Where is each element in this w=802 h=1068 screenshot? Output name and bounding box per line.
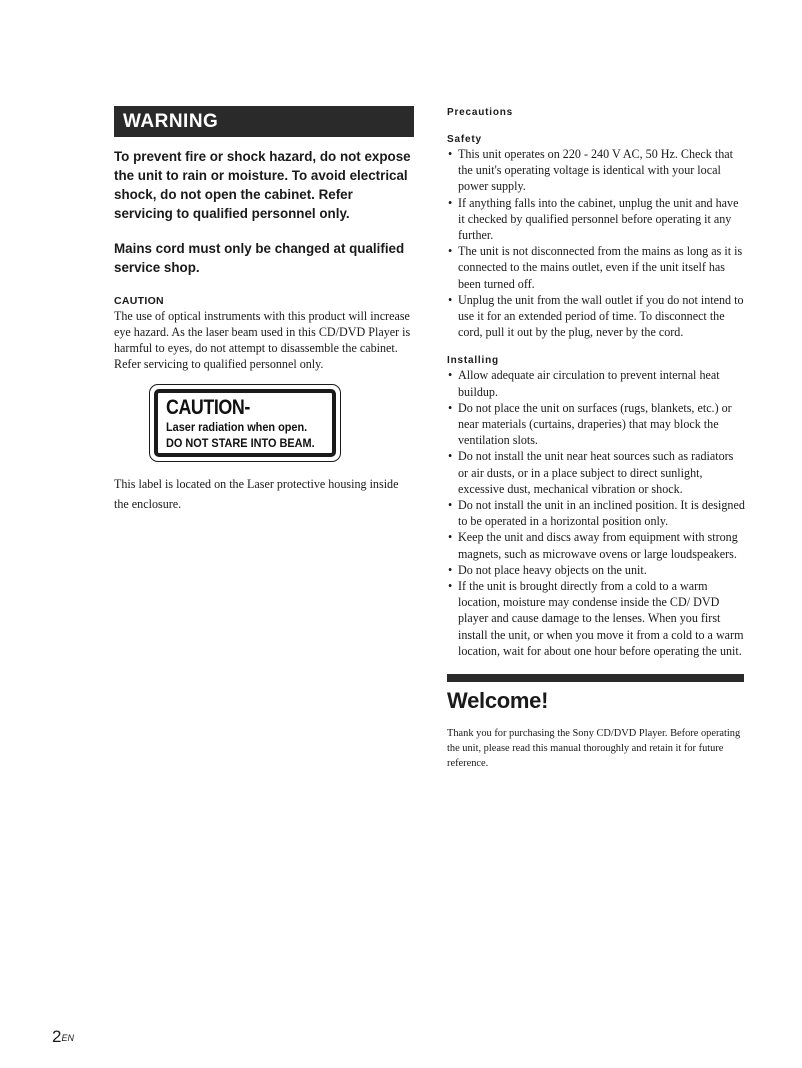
caution-label-line2: DO NOT STARE INTO BEAM. xyxy=(166,436,315,450)
installing-heading: Installing xyxy=(447,355,499,367)
safety-list xyxy=(447,146,745,340)
warning-text: To prevent fire or shock hazard, do not expose the unit to rain or moisture. To avoid electrical shock, do not open the cabinet. Refer servicing to qualified personnel only. xyxy=(114,149,411,221)
page-number xyxy=(52,1027,74,1047)
caution-label-line1: Laser radiation when open. xyxy=(166,420,308,434)
precautions-heading: Precautions xyxy=(447,107,514,118)
page-number-value: 2 xyxy=(52,1027,62,1046)
label-location-note: This label is located on the Laser protective housing inside the enclosure. xyxy=(114,477,399,511)
list-item: • Do not place heavy objects on the unit. xyxy=(447,562,745,578)
list-item: • Do not install the unit in an inclined position. It is designed to be operated in a horizontal position only. xyxy=(447,497,745,529)
caution-heading: CAUTION xyxy=(114,295,164,307)
list-item: • Keep the unit and discs away from equipment with strong magnets, such as microwave ovens or large loudspeakers. xyxy=(447,529,745,561)
right-column xyxy=(447,106,745,771)
welcome-divider xyxy=(447,674,744,682)
caution-text: The use of optical instruments with this product will increase eye hazard. As the laser beam used in this CD/DVD Player is harmful to eyes, do not attempt to disassemble the cabinet. xyxy=(114,309,411,355)
laser-caution-label xyxy=(149,384,341,462)
caution-text-refer: Refer servicing to qualified personnel only. xyxy=(114,357,324,371)
list-item: • This unit operates on 220 - 240 V AC, 50 Hz. Check that the unit's operating voltage is identical with your local power supply. xyxy=(447,146,745,195)
list-item: • If anything falls into the cabinet, unplug the unit and have it checked by qualified personnel before operating it any further. xyxy=(447,195,745,244)
laser-caution-label-inner xyxy=(154,389,336,457)
installing-list xyxy=(447,367,745,659)
welcome-text: Thank you for purchasing the Sony CD/DVD Player. Before operating the unit, please read this manual thoroughly and retain it for future reference. xyxy=(447,728,741,770)
caution-label-title: CAUTION- xyxy=(166,396,250,419)
safety-heading: Safety xyxy=(447,134,482,145)
welcome-title: Welcome! xyxy=(447,688,549,714)
list-item: • Do not place the unit on surfaces (rugs, blankets, etc.) or near materials (curtains, draperies) that may block the ventilation slots. xyxy=(447,400,745,449)
left-column xyxy=(114,106,414,514)
list-item: • If the unit is brought directly from a cold to a warm location, moisture may condense inside the CD/ DVD player and cause damage to the lenses. When you first install the unit, or when you move it from a cold to a warm location, wait for about one hour before operating the unit. xyxy=(447,578,745,659)
list-item: • The unit is not disconnected from the mains as long as it is connected to the mains outlet, even if the unit itself has been turned off. xyxy=(447,243,745,292)
page-number-suffix: EN xyxy=(61,1033,74,1043)
list-item: • Unplug the unit from the wall outlet if you do not intend to use it for an extended period of time. To disconnect the cord, pull it out by the plug, never by the cord. xyxy=(447,292,745,341)
list-item: • Do not install the unit near heat sources such as radiators or air dusts, or in a place subject to direct sunlight, excessive dust, mechanical vibration or shock. xyxy=(447,448,745,497)
warning-title: WARNING xyxy=(114,106,414,137)
list-item: • Allow adequate air circulation to prevent internal heat buildup. xyxy=(447,367,745,399)
mains-cord-notice: Mains cord must only be changed at qualified service shop. xyxy=(114,241,405,275)
